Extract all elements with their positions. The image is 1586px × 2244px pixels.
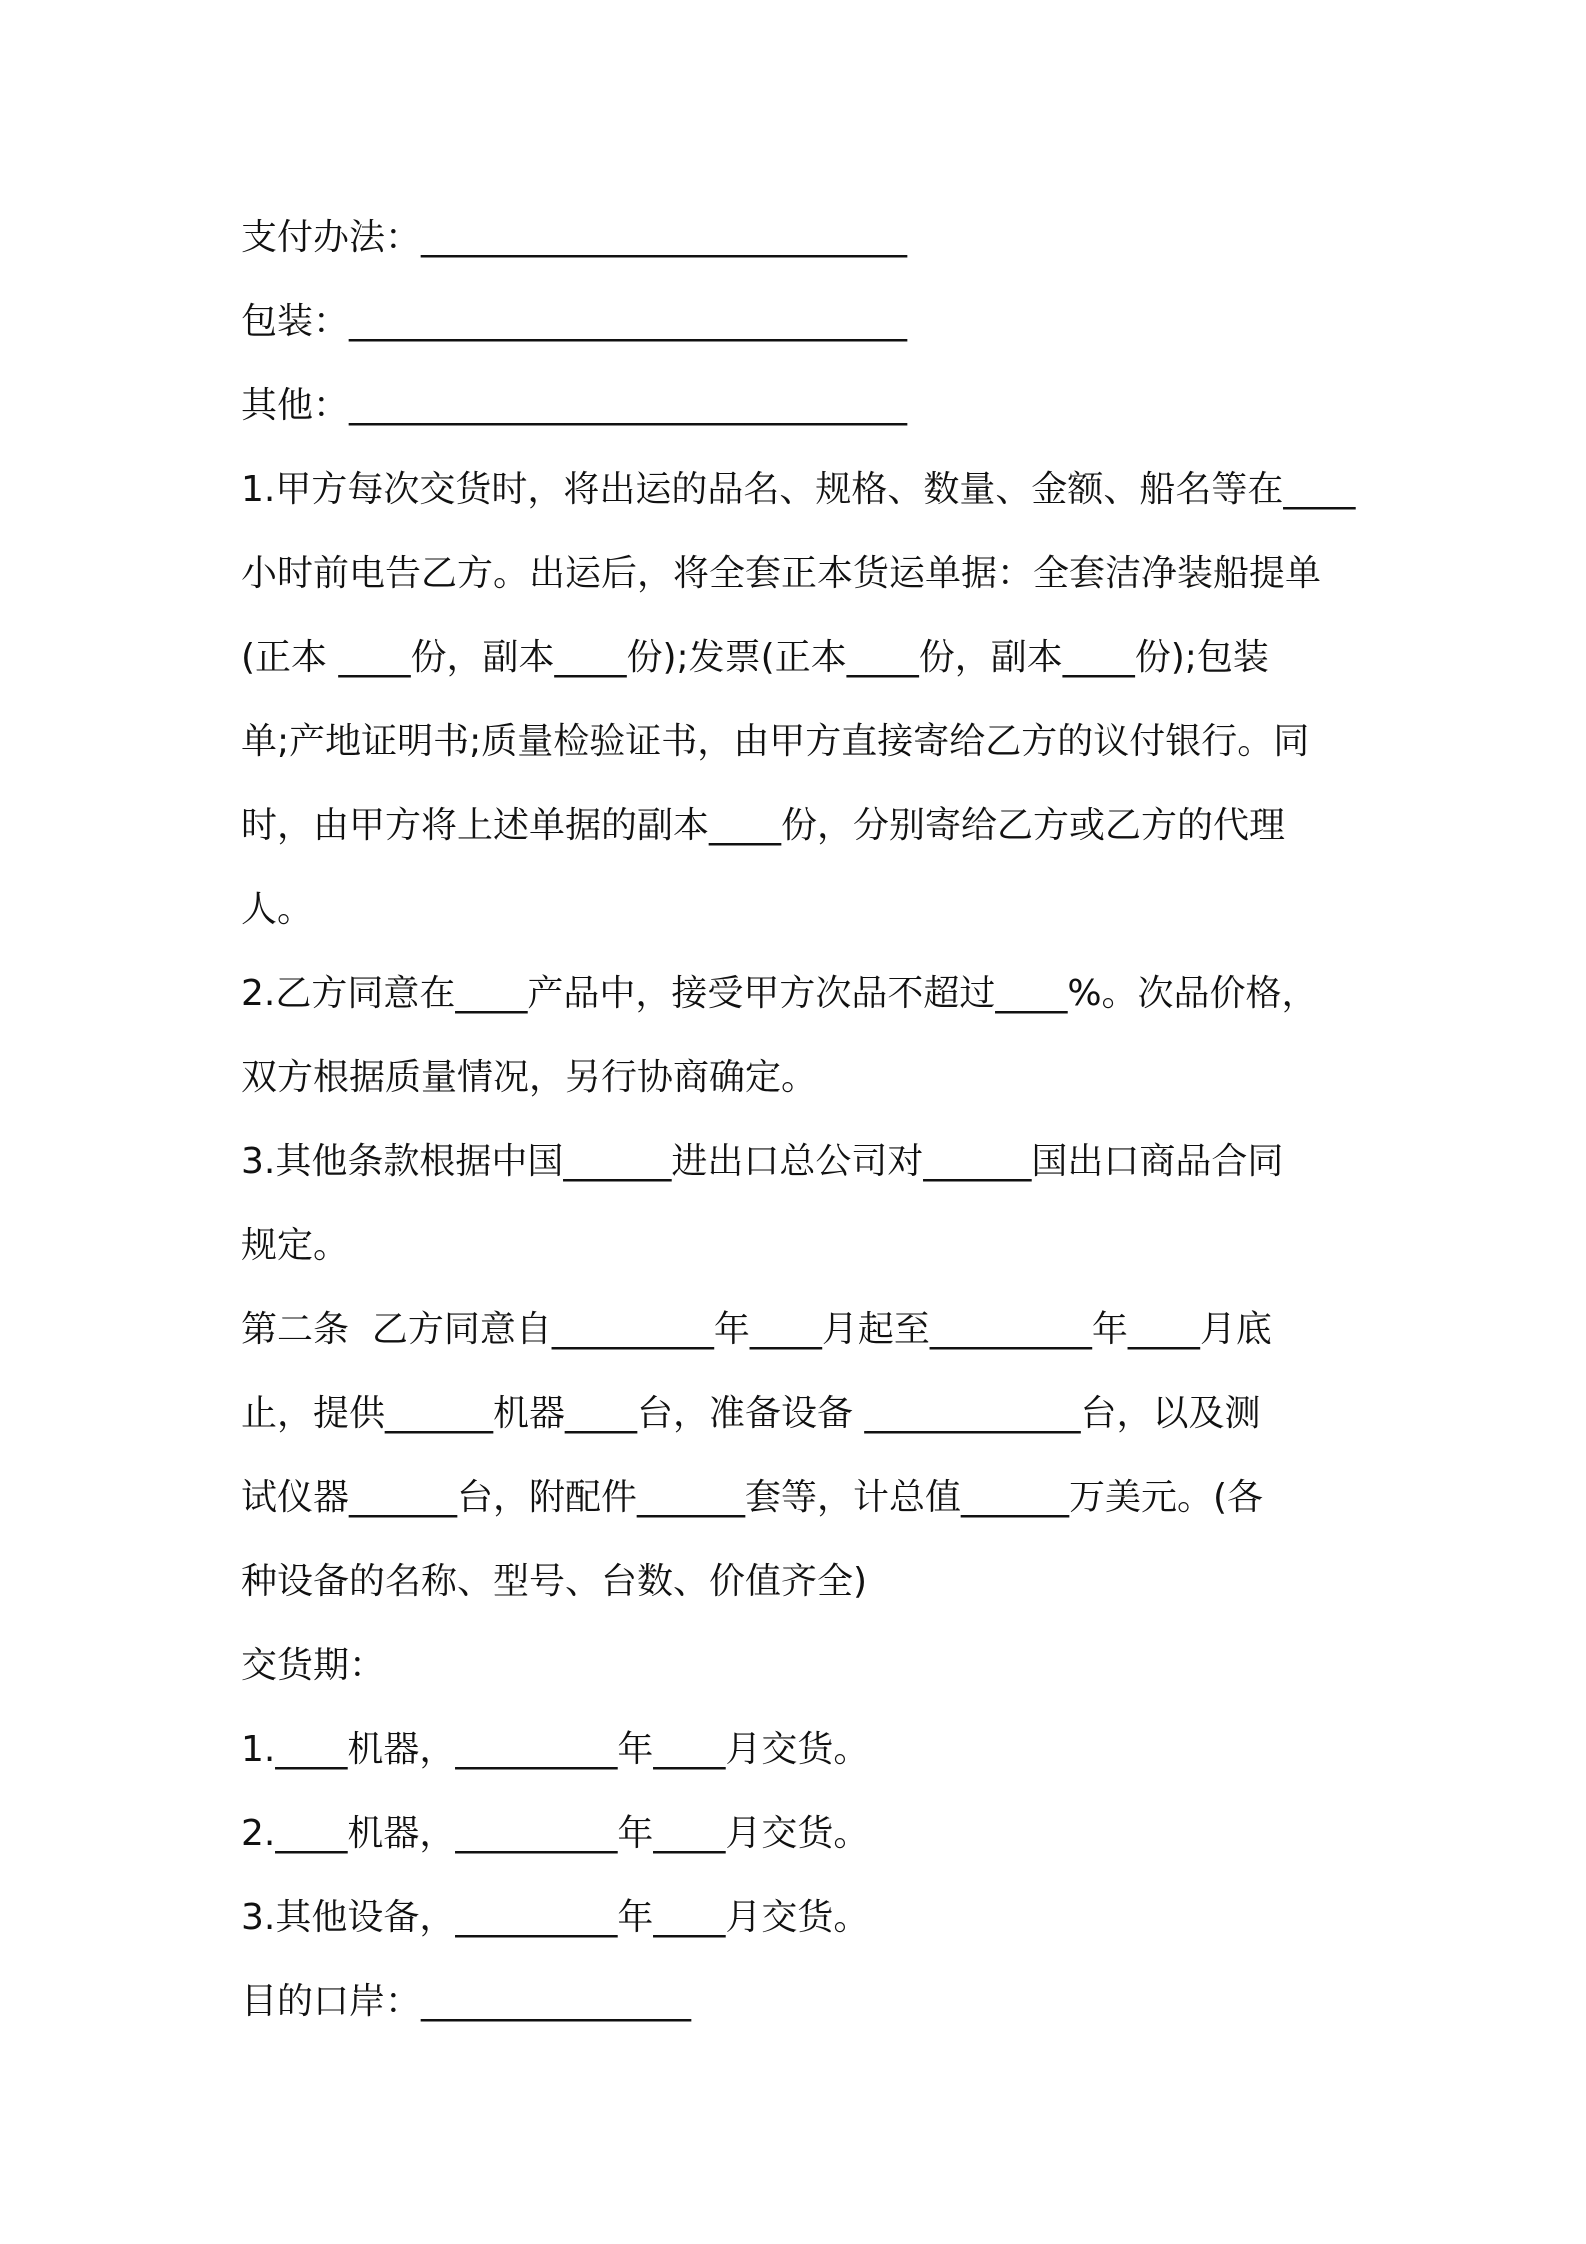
contract-body — [241, 196, 1356, 2044]
delivery-item-3: 3.其他设备，_________年____月交货。 — [241, 1897, 870, 1938]
destination-port-line: 目的口岸：_______________ — [241, 1981, 692, 2022]
article-2-line-2: 止，提供______机器____台，准备设备 ____________台，以及测 — [241, 1393, 1261, 1434]
clause-1-line-4: 单;产地证明书;质量检验证书，由甲方直接寄给乙方的议付银行。同 — [241, 721, 1310, 762]
clause-1-line-3: (正本 ____份，副本____份);发票(正本____份，副本____份);包装 — [241, 637, 1269, 678]
delivery-item-2: 2.____机器，_________年____月交货。 — [241, 1813, 870, 1854]
article-2-line-3: 试仪器______台，附配件______套等，计总值______万美元。(各 — [241, 1477, 1264, 1518]
clause-1-line-1: 1.甲方每次交货时，将出运的品名、规格、数量、金额、船名等在____ — [241, 469, 1356, 510]
delivery-item-1: 1.____机器，_________年____月交货。 — [241, 1729, 870, 1770]
clause-1-line-5: 时，由甲方将上述单据的副本____份，分别寄给乙方或乙方的代理 — [241, 805, 1286, 846]
clause-3-line-2: 规定。 — [241, 1225, 350, 1266]
delivery-period-heading: 交货期： — [241, 1645, 386, 1686]
clause-1-line-6: 人。 — [241, 889, 314, 930]
article-2-line-1: 第二条 乙方同意自_________年____月起至_________年____月底 — [241, 1309, 1272, 1350]
clause-3-line-1: 3.其他条款根据中国______进出口总公司对______国出口商品合同 — [241, 1141, 1284, 1182]
clause-2-line-2: 双方根据质量情况，另行协商确定。 — [241, 1057, 818, 1098]
packaging-line: 包装：_______________________________ — [241, 301, 908, 342]
clause-2-line-1: 2.乙方同意在____产品中，接受甲方次品不超过____%。次品价格， — [241, 973, 1318, 1014]
clause-1-line-2: 小时前电告乙方。出运后，将全套正本货运单据：全套洁净装船提单 — [241, 553, 1322, 594]
other-line: 其他：_______________________________ — [241, 385, 908, 426]
article-2-line-4: 种设备的名称、型号、台数、价值齐全) — [241, 1561, 868, 1602]
payment-method-line: 支付办法：___________________________ — [241, 217, 908, 258]
